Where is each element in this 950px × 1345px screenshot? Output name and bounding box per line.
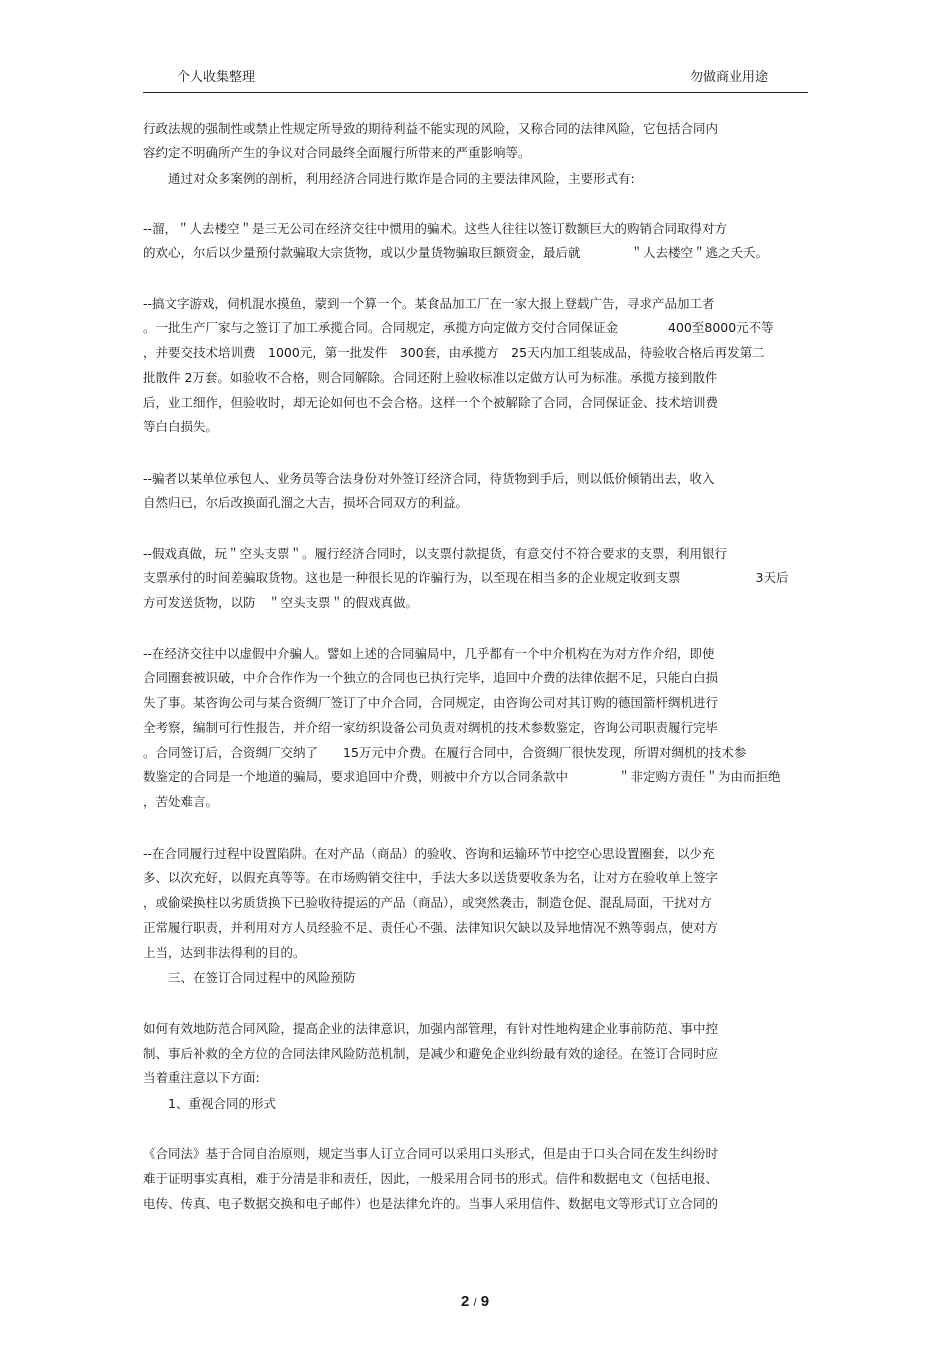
text-line: 电传、传真、电子数据交换和电子邮件）也是法律允许的。当事人采用信件、数据电文等形式订立合同的 [143,1196,719,1211]
text-line: 的欢心，尔后以少量预付款骗取大宗货物，或以少量货物骗取巨额资金，最后就 ＂人去楼空＂逃之夭夭。 [143,245,769,260]
text-line: --在经济交往中以虚假中介骗人。譬如上述的合同骗局中，几乎都有一个中介机构在为对方作介绍，即使 [143,646,715,661]
text-line: 容约定不明确所产生的争议对合同最终全面履行所带来的严重影响等。 [143,145,531,160]
text-line: 难于证明事实真相，难于分清是非和责任，因此，一般采用合同书的形式。信件和数据电文（包括电报、 [143,1171,719,1186]
text-line: --假戏真做，玩＂空头支票＂。履行经济合同时，以支票付款提货，有意交付不符合要求的支票，利用银行 [143,546,728,561]
text-line: 。合同签订后，合资绸厂交纳了 15万元中介费。在履行合同中，合资绸厂很快发现，所谓对绸机的技术参 [143,745,747,760]
subsection-heading: 1、重视合同的形式 [143,1096,276,1111]
page-header [143,64,808,93]
text-line: 全考察，编制可行性报告，并介绍一家纺织设备公司负责对绸机的技术参数鉴定，咨询公司职责履行完毕 [143,720,719,735]
text-line: 失了事。某咨询公司与某合资绸厂签订了中介合同，合同规定，由咨询公司对其订购的德国箭杆绸机进行 [143,695,719,710]
text-line: --溜，＂人去楼空＂是三无公司在经济交往中惯用的骗术。这些人往往以签订数额巨大的购销合同取得对方 [143,221,728,236]
header-right-text: 勿做商业用途 [689,70,768,85]
page-number [0,1293,950,1310]
section-heading: 三、在签订合同过程中的风险预防 [143,970,356,985]
header-left-text: 个人收集整理 [177,70,256,85]
text-line: --搞文字游戏，伺机混水摸鱼，蒙到一个算一个。某食品加工厂在一家大报上登载广告，寻求产品加工者 [143,296,715,311]
text-line: ，并要交技术培训费 1000元，第一批发件 300套，由承揽方 25天内加工组装成品，待验收合格后再发第二 [143,345,765,360]
text-line: ，苦处难言。 [143,794,219,809]
text-line: --在合同履行过程中设置陷阱。在对产品（商品）的验收、咨询和运输环节中挖空心思设置圈套，以少充 [143,846,715,861]
page-total: 9 [480,1293,490,1310]
page-current: 2 [460,1293,470,1310]
text-line: 行政法规的强制性或禁止性规定所导致的期待利益不能实现的风险，又称合同的法律风险，它包括合同内 [143,121,719,136]
text-line: 自然归已，尔后改换面孔溜之大吉，损坏合同双方的利益。 [143,495,469,510]
text-line: 后，业工细作，但验收时，却无论如何也不会合格。这样一个个被解除了合同，合同保证金、技术培训费 [143,395,719,410]
text-line: 当着重注意以下方面: [143,1070,260,1085]
text-line: 正常履行职责，并利用对方人员经验不足、责任心不强、法律知识欠缺以及异地情况不熟等弱点，使对方 [143,920,719,935]
text-line: 多、以次充好，以假充真等等。在市场购销交往中，手法大多以送货要收条为名，让对方在验收单上签字 [143,870,719,885]
text-line: --骗者以某单位承包人、业务员等合法身份对外签订经济合同，待货物到手后，则以低价倾销出去，收入 [143,471,715,486]
page-separator: / [473,1297,477,1309]
text-line: 合同圈套被识破，中介合作作为一个独立的合同也已执行完毕，追回中介费的法律依据不足，只能白白损 [143,670,719,685]
text-line: 等白白损失。 [143,419,219,434]
text-line: 支票承付的时间差骗取货物。这也是一种很长见的诈骗行为，以至现在相当多的企业规定收到支票 3天后 [143,570,789,585]
text-line: 《合同法》基于合同自治原则，规定当事人订立合同可以采用口头形式，但是由于口头合同在发生纠纷时 [143,1146,719,1161]
text-line: 方可发送货物，以防 ＂空头支票＂的假戏真做。 [143,595,419,610]
text-line: 批散件 2万套。如验收不合格，则合同解除。合同还附上验收标准以定做方认可为标准。承揽方接到散件 [143,370,718,385]
text-line: 数鉴定的合同是一个地道的骗局，要求追回中介费，则被中介方以合同条款中 ＂非定购方责任＂为由而拒绝 [143,769,781,784]
text-line: 如何有效地防范合同风险，提高企业的法律意识，加强内部管理，有针对性地构建企业事前防范、事中控 [143,1021,719,1036]
text-line: ，或偷梁换柱以劣质货换下已验收待提运的产品（商品），或突然袭击，制造仓促、混乱局面，干扰对方 [143,895,712,910]
text-line: 通过对众多案例的剖析，利用经济合同进行欺诈是合同的主要法律风险，主要形式有: [143,171,635,186]
text-line: 制、事后补救的全方位的合同法律风险防范机制，是减少和避免企业纠纷最有效的途径。在签订合同时应 [143,1046,719,1061]
text-line: 。一批生产厂家与之签订了加工承揽合同。合同规定，承揽方向定做方交付合同保证金 400至8000元不等 [143,320,774,335]
text-line: 上当，达到非法得利的目的。 [143,945,306,960]
